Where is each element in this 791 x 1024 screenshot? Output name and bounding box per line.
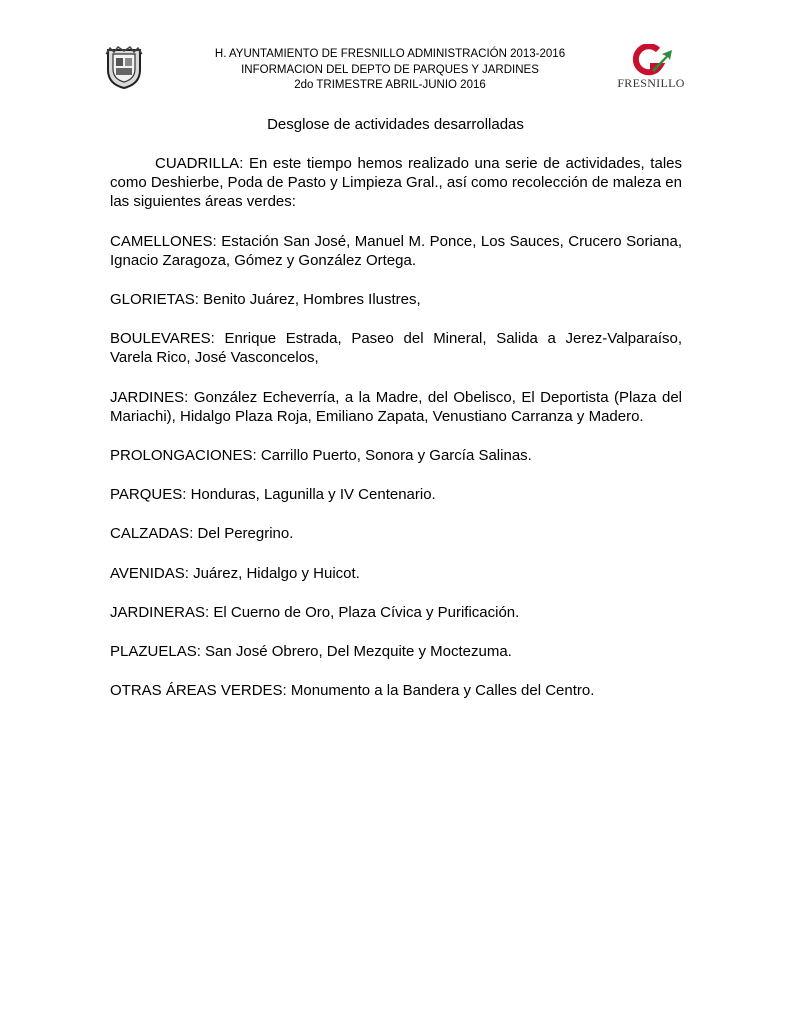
category-paragraph [110, 524, 682, 543]
category-paragraph [110, 290, 682, 309]
category-text: Honduras, Lagunilla y IV Centenario. [190, 486, 436, 504]
category-label: CALZADAS: [110, 525, 194, 543]
category-label: PROLONGACIONES: [110, 447, 257, 465]
category-label: OTRAS ÁREAS VERDES: [110, 682, 287, 700]
fresnillo-logo [614, 44, 688, 94]
logo-text: FRESNILLO [617, 76, 685, 90]
category-paragraph [110, 681, 682, 700]
category-paragraph [110, 446, 682, 465]
category-text: González Echeverría, a la Madre, del Obelisco, El Deportista (Plaza del Mariachi), Hidalgo Plaza Roja, Emiliano Zapata, Venustiano Carranza y Madero. [110, 388, 682, 425]
category-paragraph [110, 564, 682, 583]
category-paragraph [110, 388, 682, 426]
category-text: Carrillo Puerto, Sonora y García Salinas. [260, 447, 532, 465]
category-label: CAMELLONES: [110, 232, 217, 250]
category-text: Monumento a la Bandera y Calles del Centro. [290, 682, 595, 700]
category-paragraph [110, 329, 682, 367]
category-label: AVENIDAS: [110, 564, 189, 582]
document-header [0, 0, 791, 110]
category-label: PLAZUELAS: [110, 643, 201, 661]
category-text: Juárez, Hidalgo y Huicot. [193, 564, 360, 582]
municipal-seal-icon [104, 46, 144, 90]
category-text: Enrique Estrada, Paseo del Mineral, Salida a Jerez-Valparaíso, Varela Rico, José Vasconcelos, [110, 330, 682, 367]
category-text: Del Peregrino. [197, 525, 294, 543]
header-lines [150, 47, 630, 94]
category-text: El Cuerno de Oro, Plaza Cívica y Purificación. [213, 603, 520, 621]
category-paragraph [110, 485, 682, 504]
category-text: Benito Juárez, Hombres Ilustres, [203, 291, 421, 309]
header-line-3: 2do TRIMESTRE ABRIL-JUNIO 2016 [294, 79, 486, 91]
header-line-1: H. AYUNTAMIENTO DE FRESNILLO ADMINISTRACIÓN 2013-2016 [214, 48, 566, 60]
category-text: San José Obrero, Del Mezquite y Moctezuma. [205, 643, 512, 661]
category-paragraph [110, 603, 682, 622]
document-title: Desglose de actividades desarrolladas [267, 116, 524, 133]
category-label: BOULEVARES: [110, 330, 215, 348]
category-label: JARDINERAS: [110, 603, 210, 621]
header-line-2: INFORMACION DEL DEPTO DE PARQUES Y JARDINES [241, 63, 539, 76]
category-label: GLORIETAS: [110, 291, 199, 309]
category-text: Estación San José, Manuel M. Ponce, Los Sauces, Crucero Soriana, Ignacio Zaragoza, Gómez y González Ortega. [110, 232, 682, 269]
document-body [110, 154, 682, 720]
category-paragraph [110, 232, 682, 270]
category-label: JARDINES: [110, 388, 189, 406]
category-label: PARQUES: [110, 486, 187, 504]
intro-paragraph: CUADRILLA: En este tiempo hemos realizado una serie de actividades, tales como Deshierbe, Poda de Pasto y Limpieza Gral., así como recolección de maleza en las siguientes áreas verdes: [110, 155, 682, 211]
g-logo-icon [614, 44, 688, 78]
category-paragraph [110, 642, 682, 661]
